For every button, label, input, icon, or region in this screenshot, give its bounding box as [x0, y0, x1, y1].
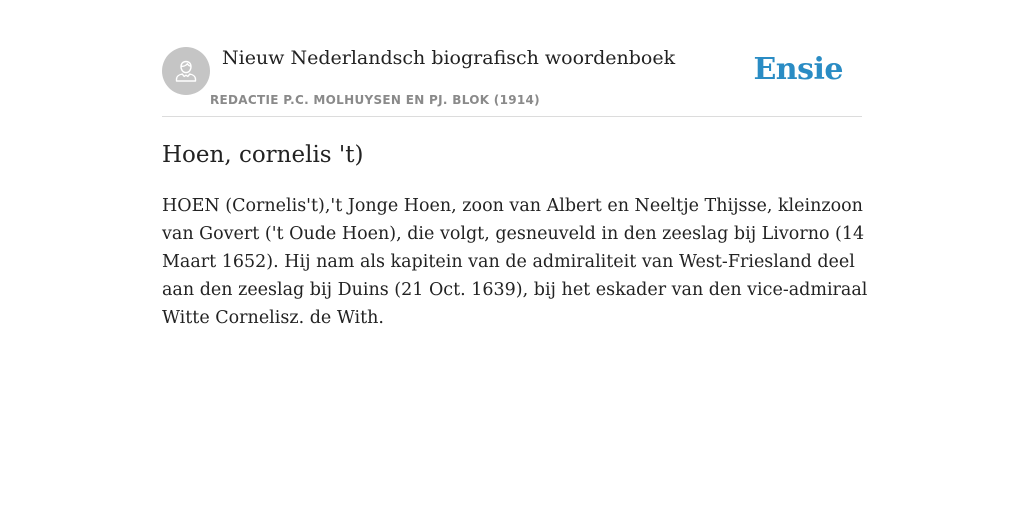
avatar: [162, 47, 210, 95]
user-icon: [171, 56, 201, 86]
entry-title: Hoen, cornelis 't): [162, 142, 364, 168]
source-header: [162, 0, 862, 117]
source-title[interactable]: Nieuw Nederlandsch biografisch woordenboek: [222, 47, 676, 69]
source-editors: REDACTIE P.C. MOLHUYSEN EN PJ. BLOK (1914): [210, 93, 540, 107]
entry-body: HOEN (Cornelis't),'t Jonge Hoen, zoon van Albert en Neeltje Thijsse, kleinzoon van Govert ('t Oude Hoen), die volgt, gesneuveld in den zeeslag bij Livorno (14 Maart 1652). Hij nam als kapitein van de admiraliteit van West-Friesland deel aan den zeeslag bij Duins (21 Oct. 1639), bij het eskader van den vice-admiraal Witte Cornelisz. de With.: [162, 196, 868, 328]
ensie-logo[interactable]: Ensie: [753, 52, 843, 87]
page-container: [162, 0, 868, 328]
